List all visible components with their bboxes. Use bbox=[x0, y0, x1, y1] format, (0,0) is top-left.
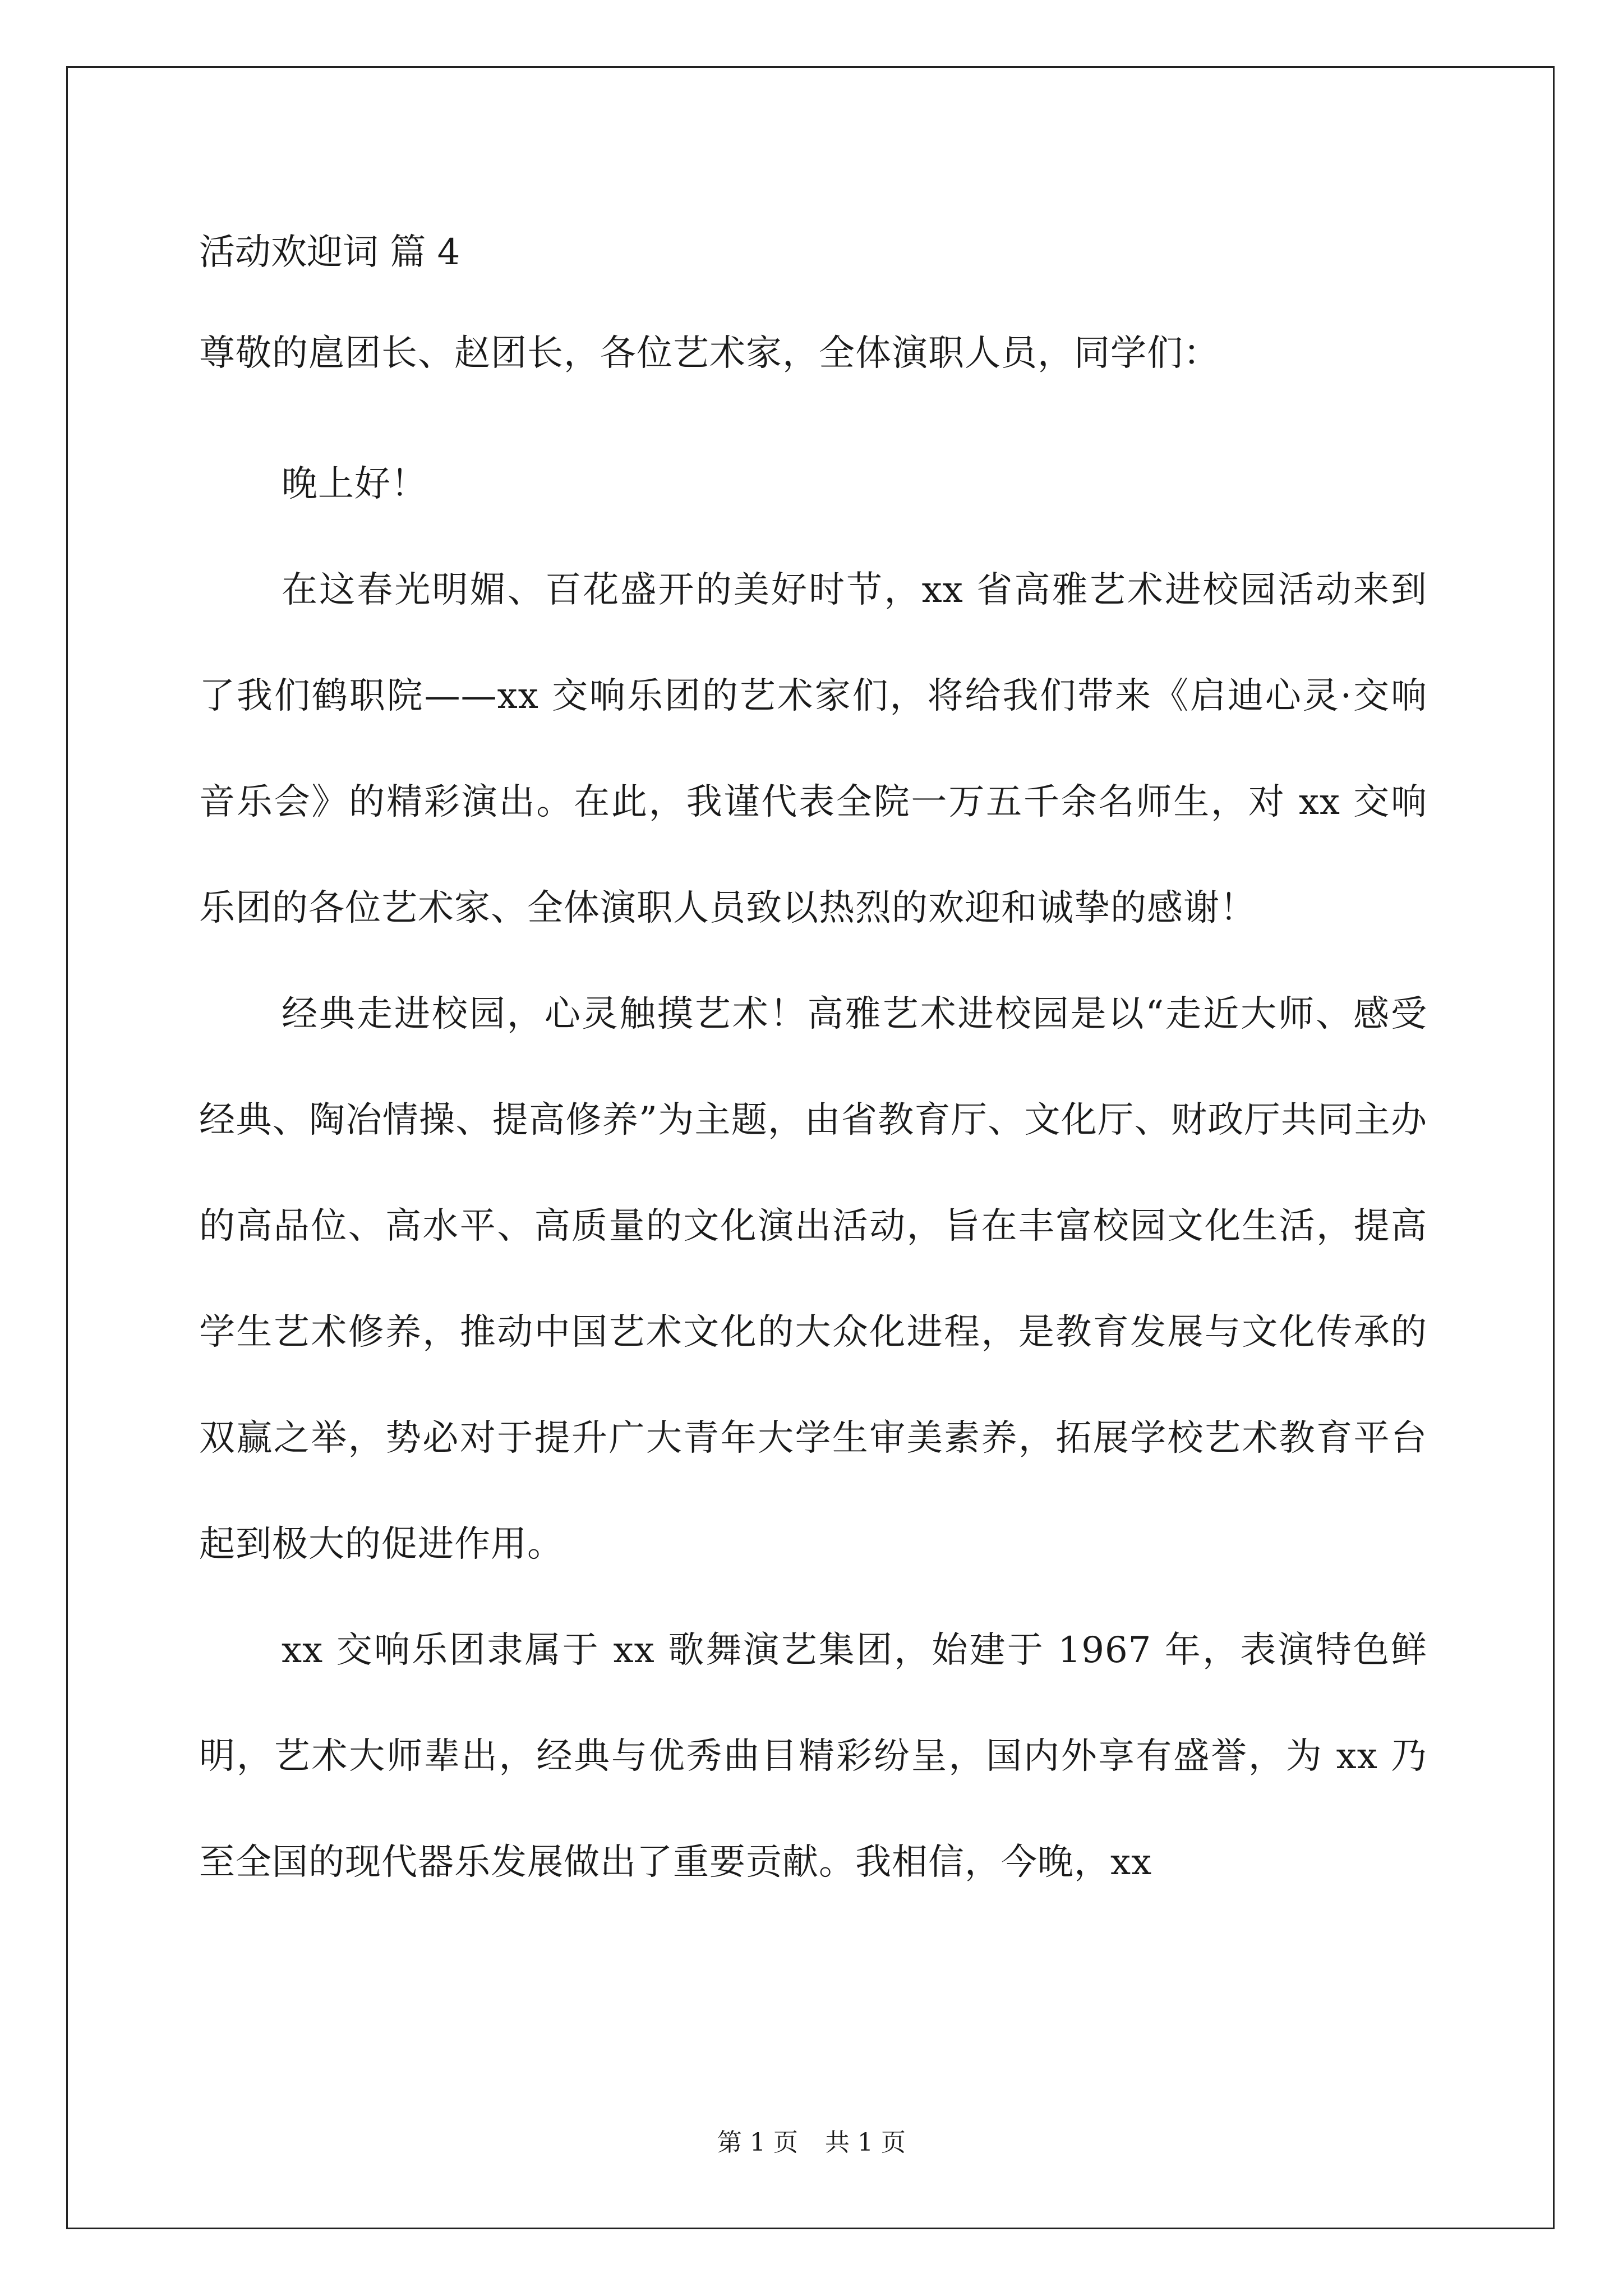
paragraph-activity: 经典走进校园，心灵触摸艺术！高雅艺术进校园是以“走近大师、感受经典、陶冶情操、提高修养”为主题，由省教育厅、文化厅、财政厅共同主办的高品位、高水平、高质量的文化演出活动，旨在丰富校园文化生活，提高学生艺术修养，推动中国艺术文化的大众化进程，是教育发展与文化传承的双赢之举，势必对于提升广大青年大学生审美素养，拓展学校艺术教育平台起到极大的促进作用。 bbox=[199, 993, 1427, 1565]
page-number-total: 共 1 页 bbox=[825, 2128, 906, 2157]
document-body bbox=[199, 224, 1427, 1916]
paragraph-welcome: 在这春光明媚、百花盛开的美好时节，xx 省高雅艺术进校园活动来到了我们鹤职院——xx 交响乐团的艺术家们，将给我们带来《启迪心灵·交响音乐会》的精彩演出。在此，我谨代表全院一万五千余名师生，对 xx 交响乐团的各位艺术家、全体演职人员致以热烈的欢迎和诚挚的感谢！ bbox=[199, 569, 1427, 929]
salutation: 尊敬的扈团长、赵团长，各位艺术家，全体演职人员，同学们： bbox=[199, 333, 1220, 374]
page-footer bbox=[0, 2126, 1623, 2160]
paragraph-greeting: 晚上好！ bbox=[282, 463, 427, 505]
document-title: 活动欢迎词 篇 4 bbox=[199, 232, 460, 273]
page-number-current: 第 1 页 bbox=[717, 2128, 798, 2157]
paragraph-orchestra: xx 交响乐团隶属于 xx 歌舞演艺集团，始建于 1967 年，表演特色鲜明，艺术大师辈出，经典与优秀曲目精彩纷呈，国内外享有盛誉，为 xx 乃至全国的现代器乐发展做出了重要贡献。我相信，今晚，xx bbox=[199, 1630, 1427, 1883]
